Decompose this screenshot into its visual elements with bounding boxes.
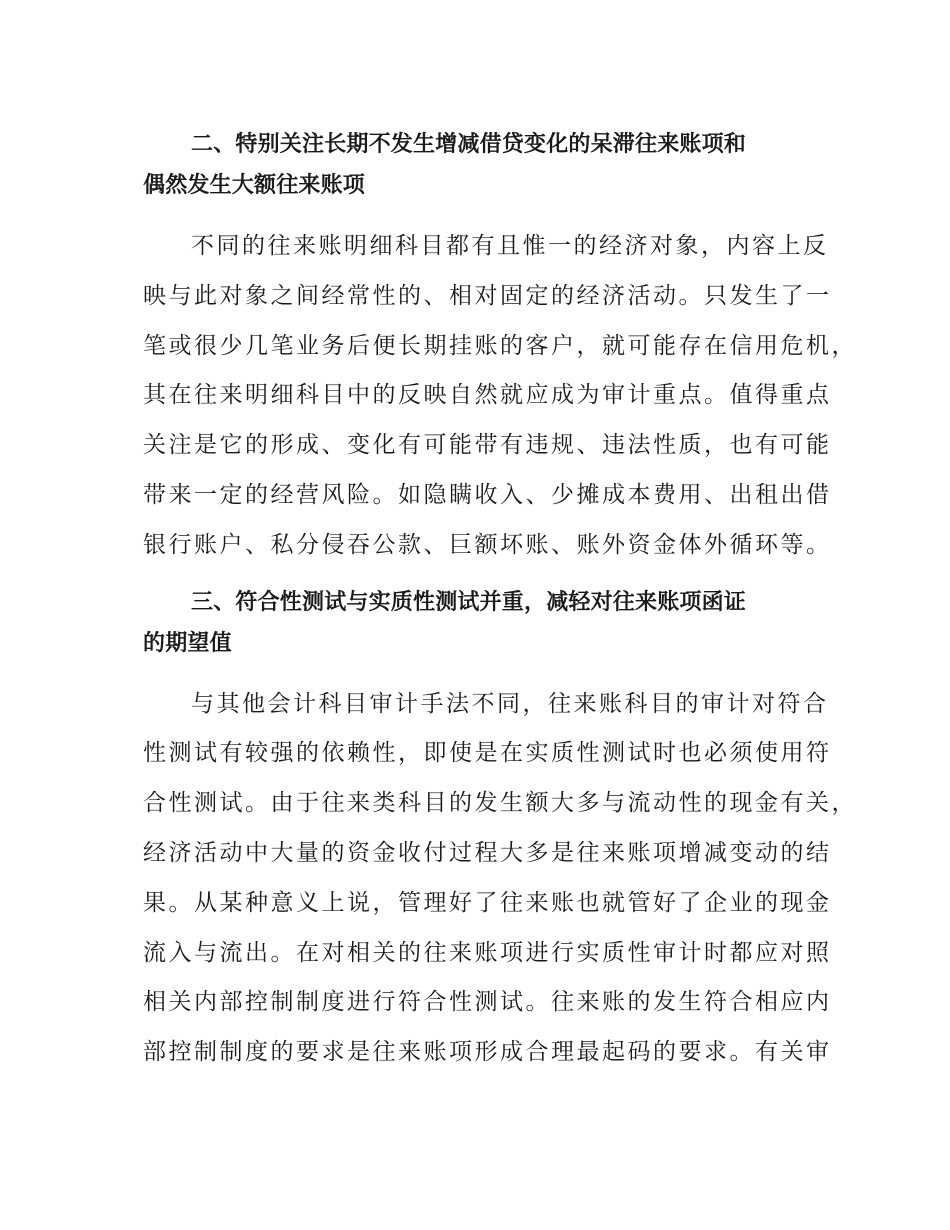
section-paragraph-2 [143,222,857,571]
paragraph-line: 不同的往来账明细科目都有且惟一的经济对象，内容上反 [191,233,829,259]
paragraph-line: 流入与流出。在对相关的往来账项进行实质性审计时都应对照 [143,939,832,966]
heading-line: 偶然发生大额往来账项 [143,173,366,198]
section-heading-2 [143,124,811,206]
heading-line: 二、特别关注长期不发生增减借贷变化的呆滞往来账项和 [191,132,747,157]
paragraph-line: 相关内部控制制度进行符合性测试。往来账的发生符合相应内 [143,989,832,1016]
heading-line: 三、符合性测试与实质性测试并重，减轻对往来账项函证 [191,589,747,615]
paragraph-line: 银行账户、私分侵吞公款、巨额坏账、账外资金体外循环等。 [143,531,832,558]
section-paragraph-3 [143,680,857,1078]
paragraph-line: 映与此对象之间经常性的、相对固定的经济活动。只发生了一 [143,282,832,309]
paragraph-line: 果。从某种意义上说，管理好了往来账也就管好了企业的现金 [143,889,832,916]
paragraph-line: 性测试有较强的依赖性，即使是在实质性测试时也必须使用符 [143,740,832,767]
paragraph-line: 经济活动中大量的资金收付过程大多是往来账项增减变动的结 [143,839,832,866]
heading-line: 的期望值 [143,630,232,656]
section-heading-3 [143,582,811,664]
paragraph-line: 其在往来明细科目中的反映自然就应成为审计重点。值得重点 [143,382,832,409]
paragraph-line: 部控制制度的要求是往来账项形成合理最起码的要求。有关审 [143,1039,832,1066]
paragraph-line: 关注是它的形成、变化有可能带有违规、违法性质，也有可能 [143,432,832,459]
paragraph-line: 合性测试。由于往来类科目的发生额大多与流动性的现金有关， [143,790,857,817]
document-page [143,124,857,1078]
paragraph-line: 带来一定的经营风险。如隐瞒收入、少摊成本费用、出租出借 [143,481,832,508]
paragraph-line: 与其他会计科目审计手法不同，往来账科目的审计对符合 [191,690,829,717]
paragraph-line: 笔或很少几笔业务后便长期挂账的客户，就可能存在信用危机， [143,332,857,359]
